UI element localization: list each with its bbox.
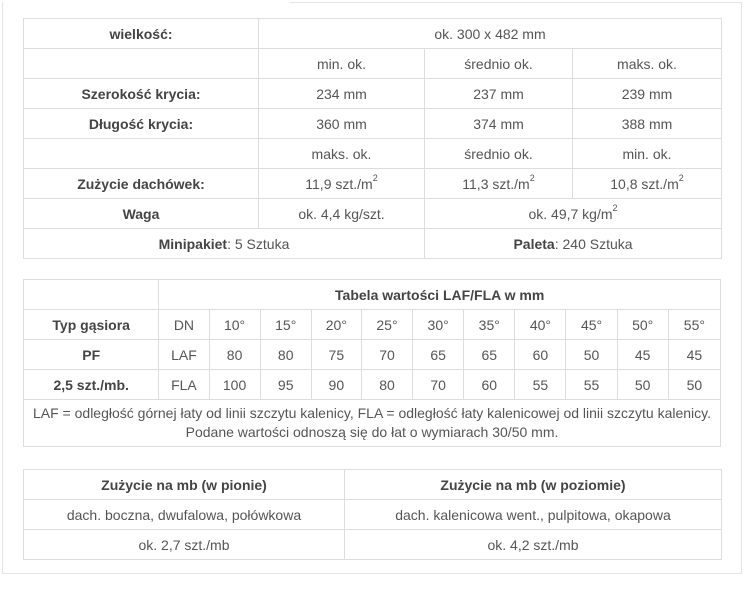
table-row [24,310,721,340]
column-header-vertical: Zużycie na mb (w pionie) [24,470,345,500]
cell: 45 [668,340,720,370]
cell: ok. 4,2 szt./mb [345,530,722,560]
size-label: wielkość: [24,19,259,49]
table-row [24,229,722,259]
cell: dach. boczna, dwufalowa, połówkowa [24,500,345,530]
cell: 70 [413,370,464,400]
column-header: 55° [668,310,720,340]
cell: 50 [617,370,668,400]
column-header: 10° [209,310,260,340]
table-row [24,500,722,530]
column-header: 40° [515,310,566,340]
row-label: PF [24,340,159,370]
table-title: Tabela wartości LAF/FLA w mm [159,280,721,310]
table-row [24,19,722,49]
cell: 65 [464,340,515,370]
cell: ok. 49,7 $kg/m^2$ [425,199,722,229]
column-header: średnio ok. [425,139,573,169]
table-row [24,400,721,447]
cell: dach. kalenicowa went., pulpitowa, okapowa [345,500,722,530]
table-row [24,340,721,370]
cell: 60 [464,370,515,400]
cell: FLA [159,370,209,400]
cell: 388 mm [573,109,722,139]
cell: 11,3 $szt./m^2$ [425,169,573,199]
column-header: maks. ok. [259,139,425,169]
ridge-usage-table [23,469,722,560]
empty-cell [24,49,259,79]
cell: 100 [209,370,260,400]
cell: 80 [361,370,412,400]
empty-cell [24,280,159,310]
column-header: 35° [464,310,515,340]
cell: 70 [361,340,412,370]
cell: ok. 2,7 szt./mb [24,530,345,560]
row-label: Typ gąsiora [24,310,159,340]
cell: 234 mm [259,79,425,109]
table-row [24,530,722,560]
cell: 10,8 $szt./m^2$ [573,169,722,199]
table-row [24,370,721,400]
column-header: 15° [260,310,311,340]
table-row [24,280,721,310]
cell: 55 [515,370,566,400]
column-header-horizontal: Zużycie na mb (w poziomie) [345,470,722,500]
cell: 95 [260,370,311,400]
row-label: 2,5 szt./mb. [24,370,159,400]
row-label: Długość krycia: [24,109,259,139]
table-row [24,169,722,199]
cell: 80 [209,340,260,370]
column-header: 30° [413,310,464,340]
cell: 360 mm [259,109,425,139]
cell: 45 [617,340,668,370]
cell: 239 mm [573,79,722,109]
table-row [24,49,722,79]
table-row [24,139,722,169]
column-header: min. ok. [259,49,425,79]
cell: 80 [260,340,311,370]
cell: 50 [668,370,720,400]
column-header: DN [159,310,209,340]
cell: 75 [311,340,361,370]
cell: ok. 4,4 kg/szt. [259,199,425,229]
column-header: 25° [361,310,412,340]
row-label: Szerokość krycia: [24,79,259,109]
tile-dimensions-table [23,18,722,259]
table-footnote: LAF = odległość górnej łaty od linii szczytu kalenicy, FLA = odległość łaty kalenicowej od linii szczytu kalenicy. Podane wartości odnoszą się do łat o wymiarach 30/50 mm. [24,400,721,447]
table-row [24,470,722,500]
cell: 90 [311,370,361,400]
column-header: 20° [311,310,361,340]
table-row [24,79,722,109]
table-row [24,199,722,229]
table-row [24,109,722,139]
cell: 374 mm [425,109,573,139]
laf-fla-table [23,279,721,447]
minipack-cell: Minipakiet: 5 Sztuka [24,229,425,259]
row-label: Waga [24,199,259,229]
column-header: średnio ok. [425,49,573,79]
column-header: 50° [617,310,668,340]
size-value: ok. 300 x 482 mm [259,19,722,49]
column-header: min. ok. [573,139,722,169]
cell: 55 [566,370,617,400]
cell: 65 [413,340,464,370]
cell: LAF [159,340,209,370]
column-header: 45° [566,310,617,340]
cell: 11,9 $szt./m^2$ [259,169,425,199]
column-header: maks. ok. [573,49,722,79]
empty-cell [24,139,259,169]
cell: 60 [515,340,566,370]
pallet-cell: Paleta: 240 Sztuka [425,229,722,259]
row-label: Zużycie dachówek: [24,169,259,199]
cell: 50 [566,340,617,370]
cell: 237 mm [425,79,573,109]
